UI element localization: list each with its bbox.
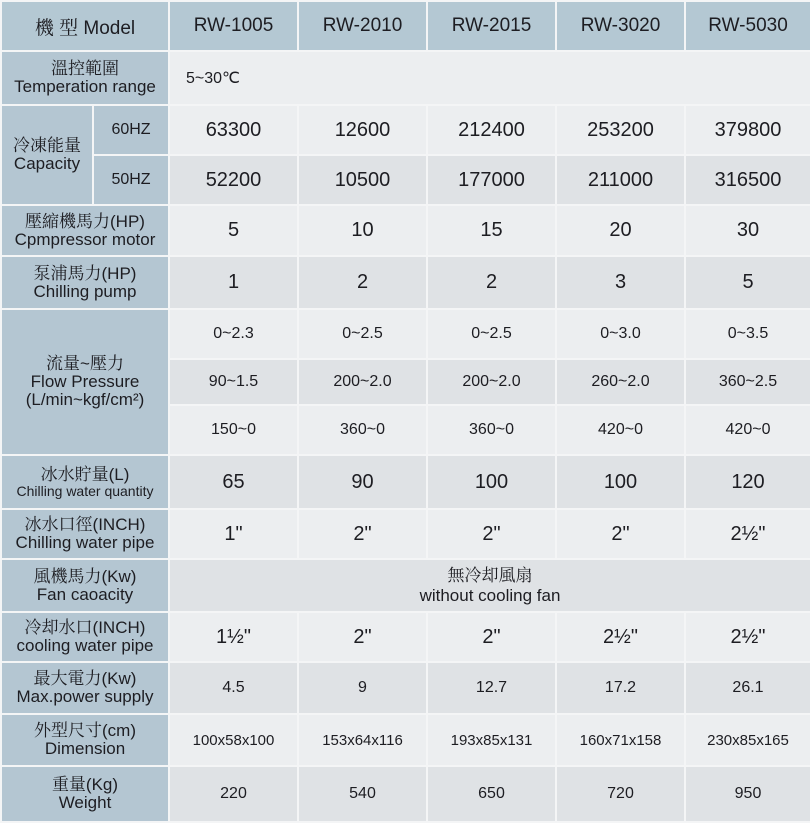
table-cell: 10500 bbox=[298, 155, 427, 205]
table-cell: 177000 bbox=[427, 155, 556, 205]
weight-label-en: Weight bbox=[58, 793, 112, 812]
table-cell: 193x85x131 bbox=[427, 714, 556, 766]
table-cell: 360~0 bbox=[427, 405, 556, 455]
table-cell: 17.2 bbox=[556, 662, 685, 714]
temperature-value: 5~30℃ bbox=[169, 51, 810, 105]
compressor-label bbox=[1, 205, 169, 256]
table-cell: 2" bbox=[298, 509, 427, 559]
temperature-label bbox=[1, 51, 169, 105]
table-cell: 253200 bbox=[556, 105, 685, 155]
table-cell: 2½" bbox=[556, 612, 685, 662]
table-cell: 200~2.0 bbox=[298, 359, 427, 405]
pump-label-en: Chilling pump bbox=[33, 281, 137, 301]
capacity-row-50hz bbox=[1, 155, 810, 205]
pump-label bbox=[1, 256, 169, 309]
table-cell: 150~0 bbox=[169, 405, 298, 455]
water-qty-row bbox=[1, 455, 810, 509]
table-cell: 2" bbox=[556, 509, 685, 559]
capacity-row-60hz bbox=[1, 105, 810, 155]
table-cell: 212400 bbox=[427, 105, 556, 155]
table-cell: 260~2.0 bbox=[556, 359, 685, 405]
water-qty-label bbox=[1, 455, 169, 509]
table-cell: 0~2.3 bbox=[169, 309, 298, 359]
water-pipe-label-zh: 冰水口徑(INCH) bbox=[24, 515, 146, 535]
capacity-freq-60hz: 60HZ bbox=[93, 105, 169, 155]
model-rw-2010: RW-2010 bbox=[298, 1, 427, 51]
table-cell: 0~2.5 bbox=[427, 309, 556, 359]
table-cell: 100 bbox=[556, 455, 685, 509]
flow-label-en: Flow Pressure bbox=[30, 372, 140, 392]
table-cell: 1" bbox=[169, 509, 298, 559]
temperature-row bbox=[1, 51, 810, 105]
fan-value bbox=[169, 559, 810, 612]
table-cell: 230x85x165 bbox=[685, 714, 810, 766]
table-cell: 100 bbox=[427, 455, 556, 509]
table-cell: 0~3.5 bbox=[685, 309, 810, 359]
table-cell: 2½" bbox=[685, 509, 810, 559]
table-cell: 650 bbox=[427, 766, 556, 822]
table-cell: 3 bbox=[556, 256, 685, 309]
cooling-pipe-label-en: cooling water pipe bbox=[16, 636, 154, 655]
compressor-row bbox=[1, 205, 810, 256]
weight-row bbox=[1, 766, 810, 822]
table-cell: 4.5 bbox=[169, 662, 298, 714]
table-cell: 10 bbox=[298, 205, 427, 256]
capacity-freq-50hz: 50HZ bbox=[93, 155, 169, 205]
cooling-pipe-row bbox=[1, 612, 810, 662]
table-cell: 720 bbox=[556, 766, 685, 822]
cooling-pipe-label-zh: 冷却水口(INCH) bbox=[24, 618, 146, 638]
power-label-en: Max.power supply bbox=[16, 687, 154, 706]
capacity-label-zh: 冷凍能量 bbox=[13, 136, 81, 156]
table-cell: 2 bbox=[298, 256, 427, 309]
water-qty-label-zh: 冰水貯量(L) bbox=[40, 464, 130, 484]
compressor-label-en: Cpmpressor motor bbox=[14, 229, 156, 249]
model-rw-3020: RW-3020 bbox=[556, 1, 685, 51]
fan-value-en: without cooling fan bbox=[419, 585, 561, 605]
table-cell: 9 bbox=[298, 662, 427, 714]
water-pipe-label bbox=[1, 509, 169, 559]
table-cell: 211000 bbox=[556, 155, 685, 205]
fan-row bbox=[1, 559, 810, 612]
table-cell: 2" bbox=[427, 612, 556, 662]
flow-label bbox=[1, 309, 169, 455]
table-cell: 2 bbox=[427, 256, 556, 309]
table-cell: 63300 bbox=[169, 105, 298, 155]
water-qty-label-en: Chilling water quantity bbox=[16, 482, 154, 499]
model-rw-2015: RW-2015 bbox=[427, 1, 556, 51]
fan-label-en: Fan caoacity bbox=[36, 584, 134, 604]
flow-label-zh: 流量~壓力 bbox=[46, 354, 124, 374]
table-cell: 0~2.5 bbox=[298, 309, 427, 359]
weight-label bbox=[1, 766, 169, 822]
table-cell: 360~2.5 bbox=[685, 359, 810, 405]
fan-value-zh: 無冷却風扇 bbox=[447, 565, 533, 585]
table-cell: 20 bbox=[556, 205, 685, 256]
table-cell: 2" bbox=[298, 612, 427, 662]
temperature-label-en: Temperation range bbox=[14, 77, 156, 96]
capacity-label bbox=[1, 105, 93, 205]
water-pipe-label-en: Chilling water pipe bbox=[15, 533, 155, 552]
table-cell: 52200 bbox=[169, 155, 298, 205]
model-rw-5030: RW-5030 bbox=[685, 1, 810, 51]
flow-label-unit: (L/min~kgf/cm²) bbox=[25, 389, 145, 409]
model-rw-1005: RW-1005 bbox=[169, 1, 298, 51]
cooling-pipe-label bbox=[1, 612, 169, 662]
table-cell: 220 bbox=[169, 766, 298, 822]
table-cell: 1½" bbox=[169, 612, 298, 662]
fan-label bbox=[1, 559, 169, 612]
table-cell: 0~3.0 bbox=[556, 309, 685, 359]
table-cell: 5 bbox=[685, 256, 810, 309]
dimension-label bbox=[1, 714, 169, 766]
table-cell: 420~0 bbox=[556, 405, 685, 455]
power-label bbox=[1, 662, 169, 714]
model-label: 機 型 Model bbox=[1, 1, 169, 51]
fan-label-zh: 風機馬力(Kw) bbox=[33, 566, 137, 586]
table-cell: 5 bbox=[169, 205, 298, 256]
power-label-zh: 最大電力(Kw) bbox=[33, 669, 137, 689]
table-cell: 160x71x158 bbox=[556, 714, 685, 766]
water-pipe-row bbox=[1, 509, 810, 559]
pump-row bbox=[1, 256, 810, 309]
table-cell: 200~2.0 bbox=[427, 359, 556, 405]
table-cell: 153x64x116 bbox=[298, 714, 427, 766]
dimension-row bbox=[1, 714, 810, 766]
table-cell: 65 bbox=[169, 455, 298, 509]
temperature-label-zh: 溫控範圍 bbox=[51, 59, 119, 79]
header-row bbox=[1, 1, 810, 51]
table-cell: 360~0 bbox=[298, 405, 427, 455]
table-cell: 950 bbox=[685, 766, 810, 822]
table-cell: 100x58x100 bbox=[169, 714, 298, 766]
table-cell: 540 bbox=[298, 766, 427, 822]
table-cell: 2½" bbox=[685, 612, 810, 662]
table-cell: 90~1.5 bbox=[169, 359, 298, 405]
table-cell: 120 bbox=[685, 455, 810, 509]
dimension-label-zh: 外型尺寸(cm) bbox=[34, 721, 136, 741]
table-cell: 2" bbox=[427, 509, 556, 559]
table-cell: 15 bbox=[427, 205, 556, 256]
table-cell: 12.7 bbox=[427, 662, 556, 714]
table-cell: 30 bbox=[685, 205, 810, 256]
flow-row-1 bbox=[1, 309, 810, 359]
table-cell: 26.1 bbox=[685, 662, 810, 714]
table-cell: 12600 bbox=[298, 105, 427, 155]
capacity-label-en: Capacity bbox=[13, 154, 81, 173]
table-cell: 90 bbox=[298, 455, 427, 509]
table-cell: 316500 bbox=[685, 155, 810, 205]
table-cell: 420~0 bbox=[685, 405, 810, 455]
power-row bbox=[1, 662, 810, 714]
compressor-label-zh: 壓縮機馬力(HP) bbox=[25, 211, 145, 231]
table-cell: 379800 bbox=[685, 105, 810, 155]
table-cell: 1 bbox=[169, 256, 298, 309]
weight-label-zh: 重量(Kg) bbox=[51, 775, 119, 795]
dimension-label-en: Dimension bbox=[44, 739, 126, 758]
pump-label-zh: 泵浦馬力(HP) bbox=[33, 263, 137, 283]
